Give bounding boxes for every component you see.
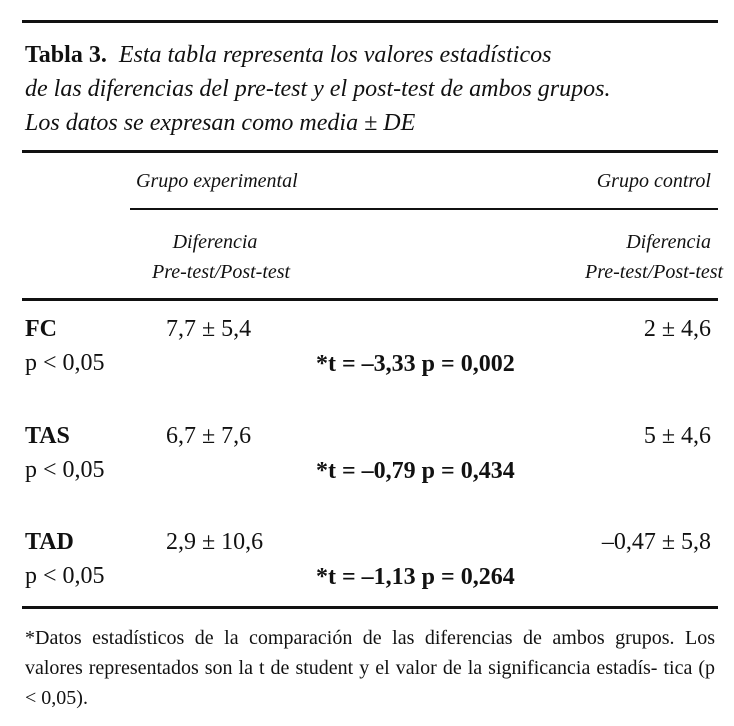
t-test-result: *t = –3,33 p = 0,002 bbox=[316, 351, 515, 377]
group-experimental-header: Grupo experimental bbox=[136, 170, 298, 192]
subheader-line-1: Diferencia bbox=[172, 231, 258, 253]
table-caption bbox=[25, 38, 610, 140]
subheader-line-1: Diferencia bbox=[626, 231, 711, 253]
experimental-value: 6,7 ± 7,6 bbox=[166, 423, 252, 449]
row-p-value: p < 0,05 bbox=[25, 457, 105, 483]
subheader-line-2: Pre-test/Post-test bbox=[585, 261, 724, 283]
t-test-result: *t = –0,79 p = 0,434 bbox=[316, 458, 515, 484]
control-value: 2 ± 4,6 bbox=[643, 316, 711, 342]
table-footnote: *Datos estadísticos de la comparación de las diferencias de ambos grupos. Los valores representados son la t de student y el valor de la significancia estadís- tica (p < 0,05). bbox=[25, 627, 715, 709]
table-bottom-rule bbox=[22, 606, 718, 609]
caption-line-2: de las diferencias del pre-test y el post-test de ambos grupos. bbox=[25, 76, 611, 102]
caption-bottom-rule bbox=[22, 150, 718, 153]
row-name: FC bbox=[25, 316, 57, 342]
row-name: TAD bbox=[25, 529, 74, 555]
experimental-subheader bbox=[152, 227, 291, 287]
caption-label: Tabla 3. bbox=[25, 42, 107, 68]
control-subheader bbox=[585, 227, 724, 287]
row-name: TAS bbox=[25, 423, 70, 449]
row-p-value: p < 0,05 bbox=[25, 563, 105, 589]
subheader-line-2: Pre-test/Post-test bbox=[152, 261, 291, 283]
caption-line-3: Los datos se expresan como media ± DE bbox=[25, 110, 416, 136]
control-value: –0,47 ± 5,8 bbox=[601, 529, 711, 555]
group-control-header: Grupo control bbox=[596, 170, 711, 192]
t-test-result: *t = –1,13 p = 0,264 bbox=[316, 564, 515, 590]
header-bottom-rule bbox=[22, 298, 718, 301]
control-value: 5 ± 4,6 bbox=[643, 423, 711, 449]
top-rule bbox=[22, 20, 718, 23]
experimental-value: 2,9 ± 10,6 bbox=[166, 529, 264, 555]
row-p-value: p < 0,05 bbox=[25, 350, 105, 376]
group-header-rule bbox=[130, 208, 718, 210]
experimental-value: 7,7 ± 5,4 bbox=[166, 316, 252, 342]
caption-line-1: Esta tabla representa los valores estadísticos bbox=[118, 42, 552, 68]
